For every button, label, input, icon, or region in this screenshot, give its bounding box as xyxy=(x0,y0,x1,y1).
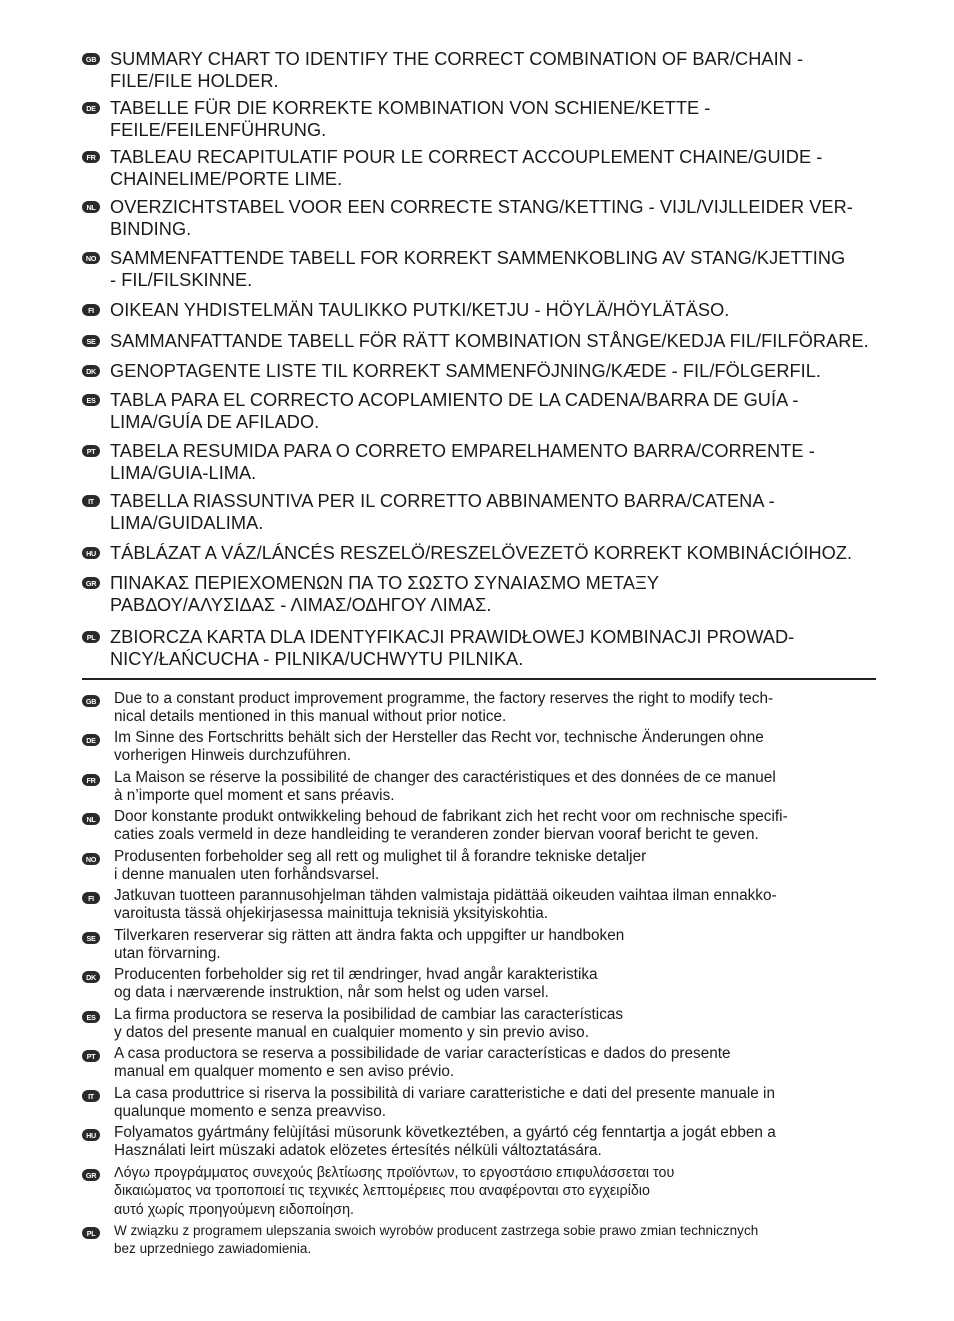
title-item-se xyxy=(82,330,882,360)
language-badge: FI xyxy=(82,304,100,316)
notice-line: Λόγω προγράμματος συνεχούς βελτίωσης προϊόντων, το εργοστάσιο επιφυλάσσεται του xyxy=(114,1165,675,1181)
title-text xyxy=(110,196,853,240)
title-line: SAMMENFATTENDE TABELL FOR KORREKT SAMMENKOBLING AV STANG/KJETTING xyxy=(110,248,846,268)
notice-line: Használati leirt müszaki adatok elözetes értesítés nélküli változtatására. xyxy=(114,1142,602,1160)
title-item-pl xyxy=(82,626,882,672)
title-line: LIMA/GUÍA DE AFILADO. xyxy=(110,412,320,432)
notice-line: Jatkuvan tuotteen parannusohjelman tähden valmistaja pidättää oikeuden vaihtaa ilman ennakko- xyxy=(114,887,777,904)
notice-text xyxy=(114,769,776,806)
language-badge: IT xyxy=(82,1090,100,1102)
title-line: OVERZICHTSTABEL VOOR EEN CORRECTE STANG/KETTING - VIJL/VIJLLEIDER VER- xyxy=(110,197,853,217)
notice-line: La casa produttrice si riserva la possibilità di variare caratteristiche e dati del presente manuale in xyxy=(114,1085,776,1102)
language-badge: FI xyxy=(82,892,100,904)
title-text xyxy=(110,330,869,352)
title-item-dk xyxy=(82,360,882,389)
title-line: TABELLE FÜR DIE KORREKTE KOMBINATION VON SCHIENE/KETTE - xyxy=(110,98,711,118)
title-line: SAMMANFATTANDE TABELL FÖR RÄTT KOMBINATION STÅNGE/KEDJA FIL/FILFÖRARE. xyxy=(110,331,869,351)
title-line: TÁBLÁZAT A VÁZ/LÁNCÉS RESZELÖ/RESZELÖVEZETÖ KORREKT KOMBINÁCIÓIHOZ. xyxy=(110,543,853,563)
notice-line: nical details mentioned in this manual without prior notice. xyxy=(114,708,507,726)
title-text xyxy=(110,97,710,141)
notice-text xyxy=(114,927,624,964)
notice-line: W związku z programem ulepszania swoich wyrobów producent zastrzega sobie prawo zmian technicznych xyxy=(114,1223,759,1238)
notice-item-se xyxy=(82,927,878,966)
language-badge: SE xyxy=(82,335,100,347)
title-line: GENOPTAGENTE LISTE TIL KORREKT SAMMENFÖJNING/KÆDE - FIL/FÖLGERFIL. xyxy=(110,361,822,381)
title-item-fi xyxy=(82,299,882,330)
title-item-nl xyxy=(82,196,882,247)
notice-text xyxy=(114,966,598,1003)
notice-item-pl xyxy=(82,1222,878,1262)
notice-item-dk xyxy=(82,966,878,1006)
notice-text xyxy=(114,887,777,924)
title-text xyxy=(110,48,803,92)
notice-item-hu xyxy=(82,1124,878,1164)
language-badge: NO xyxy=(82,252,100,264)
notice-text xyxy=(114,1006,623,1043)
title-text xyxy=(110,389,798,433)
language-badge: DK xyxy=(82,971,100,983)
title-line: LIMA/GUIDALIMA. xyxy=(110,513,264,533)
title-item-pt xyxy=(82,440,882,490)
notice-text xyxy=(114,690,773,727)
title-text xyxy=(110,247,845,291)
notice-line: bez uprzedniego zawiadomienia. xyxy=(114,1241,312,1257)
title-line: - FIL/FILSKINNE. xyxy=(110,270,253,290)
language-badge: DE xyxy=(82,102,100,114)
notice-item-it xyxy=(82,1085,878,1124)
language-badge: PL xyxy=(82,631,100,643)
title-line: CHAINELIME/PORTE LIME. xyxy=(110,169,343,189)
language-badge: FR xyxy=(82,774,100,786)
language-badge: DE xyxy=(82,734,100,746)
title-item-gb xyxy=(82,48,882,97)
title-line: NICY/ŁAŃCUCHA - PILNIKA/UCHWYTU PILNIKA. xyxy=(110,649,524,669)
notice-line: varoitusta tässä ohjekirjasessa mainittuja teknisiä yksityiskohtia. xyxy=(114,905,549,923)
title-text xyxy=(110,626,794,670)
language-badge: ES xyxy=(82,394,100,406)
title-item-no xyxy=(82,247,882,299)
notice-line: manual em qualquer momento e sen aviso prévio. xyxy=(114,1063,455,1081)
language-badge: IT xyxy=(82,495,100,507)
title-text xyxy=(110,146,822,190)
notice-line: Due to a constant product improvement programme, the factory reserves the right to modify tech- xyxy=(114,690,774,707)
notice-line: vorherigen Hinweis durchzuführen. xyxy=(114,747,352,765)
notice-line: i denne manualen uten forhåndsvarsel. xyxy=(114,866,380,884)
notice-line: à n’importe quel moment et sans préavis. xyxy=(114,787,395,805)
notice-text xyxy=(114,848,646,885)
notice-list xyxy=(82,690,878,1262)
language-badge: HU xyxy=(82,1129,100,1141)
notice-item-fr xyxy=(82,769,878,808)
section-divider xyxy=(82,678,876,680)
language-badge: ES xyxy=(82,1011,100,1023)
notice-line: og data i nærværende instruktion, når som helst og uden varsel. xyxy=(114,984,549,1002)
title-text xyxy=(110,440,815,484)
title-item-hu xyxy=(82,542,882,572)
title-text xyxy=(110,490,775,534)
language-badge: GB xyxy=(82,695,100,707)
notice-line: utan förvarning. xyxy=(114,945,221,963)
notice-line: Produsenten forbeholder seg all rett og mulighet til å forandre tekniske detaljer xyxy=(114,848,647,865)
notice-item-de xyxy=(82,729,878,769)
title-line: ΡΑΒΔΟΥ/ΑΛΥΣΙΔΑΣ - ΛΙΜΑΣ/ΟΔΗΓΟΥ ΛΙΜΑΣ. xyxy=(110,595,492,615)
title-item-es xyxy=(82,389,882,440)
language-badge: GB xyxy=(82,53,100,65)
notice-line: δικαιώματος να τροποποιεί τις τεχνικές λεπτομέρειες που αναφέρονται στο εγχειρίδιο xyxy=(114,1183,650,1200)
notice-line: y datos del presente manual en cualquier momento y sin previo aviso. xyxy=(114,1024,589,1042)
title-line: TABLEAU RECAPITULATIF POUR LE CORRECT ACCOUPLEMENT CHAINE/GUIDE - xyxy=(110,147,823,167)
notice-text xyxy=(114,1085,775,1122)
title-line: ΠΙΝΑΚΑΣ ΠΕΡΙΕΧΟΜΕΝΩΝ ΠΑ ΤΟ ΣΩΣΤΟ ΣΥΝΑΙΑΣΜΟ ΜΕΤΑΞΥ xyxy=(110,573,660,593)
notice-line: Door konstante produkt ontwikkeling behoud de fabrikant zich het recht voor om rechnische specifi- xyxy=(114,808,788,825)
title-item-de xyxy=(82,97,882,146)
notice-line: Im Sinne des Fortschritts behält sich der Hersteller das Recht vor, technische Änderungen ohne xyxy=(114,729,764,746)
title-line: SUMMARY CHART TO IDENTIFY THE CORRECT COMBINATION OF BAR/CHAIN - xyxy=(110,49,804,69)
title-line: OIKEAN YHDISTELMÄN TAULIKKO PUTKI/KETJU - HÖYLÄ/HÖYLÄTÄSO. xyxy=(110,300,730,320)
notice-line: La firma productora se reserva la posibilidad de cambiar las características xyxy=(114,1006,624,1023)
title-line: LIMA/GUIA-LIMA. xyxy=(110,463,257,483)
title-line: BINDING. xyxy=(110,219,192,239)
title-line: FILE/FILE HOLDER. xyxy=(110,71,279,91)
language-badge: PL xyxy=(82,1227,100,1239)
notice-text xyxy=(114,808,788,845)
title-text xyxy=(110,360,821,382)
title-line: FEILE/FEILENFÜHRUNG. xyxy=(110,120,327,140)
title-item-it xyxy=(82,490,882,542)
language-badge: HU xyxy=(82,547,100,559)
notice-line: A casa productora se reserva a possibilidade de variar características e dados do presente xyxy=(114,1045,731,1062)
notice-item-es xyxy=(82,1006,878,1045)
notice-item-gr xyxy=(82,1164,878,1222)
notice-text xyxy=(114,1124,776,1161)
language-badge: DK xyxy=(82,365,100,377)
notice-line: Producenten forbeholder sig ret til ændringer, hvad angår karakteristika xyxy=(114,966,598,983)
title-text xyxy=(110,299,729,321)
language-badge: NL xyxy=(82,813,100,825)
notice-item-fi xyxy=(82,887,878,927)
language-badge: GR xyxy=(82,1169,100,1181)
notice-line: Folyamatos gyártmány felùjítási müsorunk következtében, a gyártó cég fenntartja a jogát ebben a xyxy=(114,1124,776,1141)
notice-line: caties zoals vermeld in deze handleiding te veranderen zonder biervan vooraf bericht te geven. xyxy=(114,826,759,844)
notice-item-no xyxy=(82,848,878,887)
notice-item-gb xyxy=(82,690,878,729)
notice-item-pt xyxy=(82,1045,878,1085)
notice-item-nl xyxy=(82,808,878,848)
notice-line: La Maison se réserve la possibilité de changer des caractéristiques et des données de ce manuel xyxy=(114,769,776,786)
notice-text xyxy=(114,729,764,766)
title-text xyxy=(110,542,852,564)
title-line: TABELLA RIASSUNTIVA PER IL CORRETTO ABBINAMENTO BARRA/CATENA - xyxy=(110,491,775,511)
language-badge: SE xyxy=(82,932,100,944)
language-badge: GR xyxy=(82,577,100,589)
language-badge: NL xyxy=(82,201,100,213)
title-list xyxy=(82,48,882,672)
language-badge: NO xyxy=(82,853,100,865)
notice-line: qualunque momento e senza preavviso. xyxy=(114,1103,386,1121)
notice-text xyxy=(114,1045,731,1082)
title-item-fr xyxy=(82,146,882,196)
title-item-gr xyxy=(82,572,882,626)
title-text xyxy=(110,572,659,616)
notice-line: Tilverkaren reserverar sig rätten att ändra fakta och uppgifter ur handboken xyxy=(114,927,625,944)
language-badge: FR xyxy=(82,151,100,163)
notice-line: αυτό χωρίς προηγούμενη ειδοποίηση. xyxy=(114,1201,355,1218)
title-line: TABELA RESUMIDA PARA O CORRETO EMPARELHAMENTO BARRA/CORRENTE - xyxy=(110,441,815,461)
notice-text xyxy=(114,1164,674,1219)
language-badge: PT xyxy=(82,445,100,457)
title-line: ZBIORCZA KARTA DLA IDENTYFIKACJI PRAWIDŁOWEJ KOMBINACJI PROWAD- xyxy=(110,627,795,647)
notice-text xyxy=(114,1222,758,1259)
language-badge: PT xyxy=(82,1050,100,1062)
title-line: TABLA PARA EL CORRECTO ACOPLAMIENTO DE LA CADENA/BARRA DE GUÍA - xyxy=(110,390,799,410)
